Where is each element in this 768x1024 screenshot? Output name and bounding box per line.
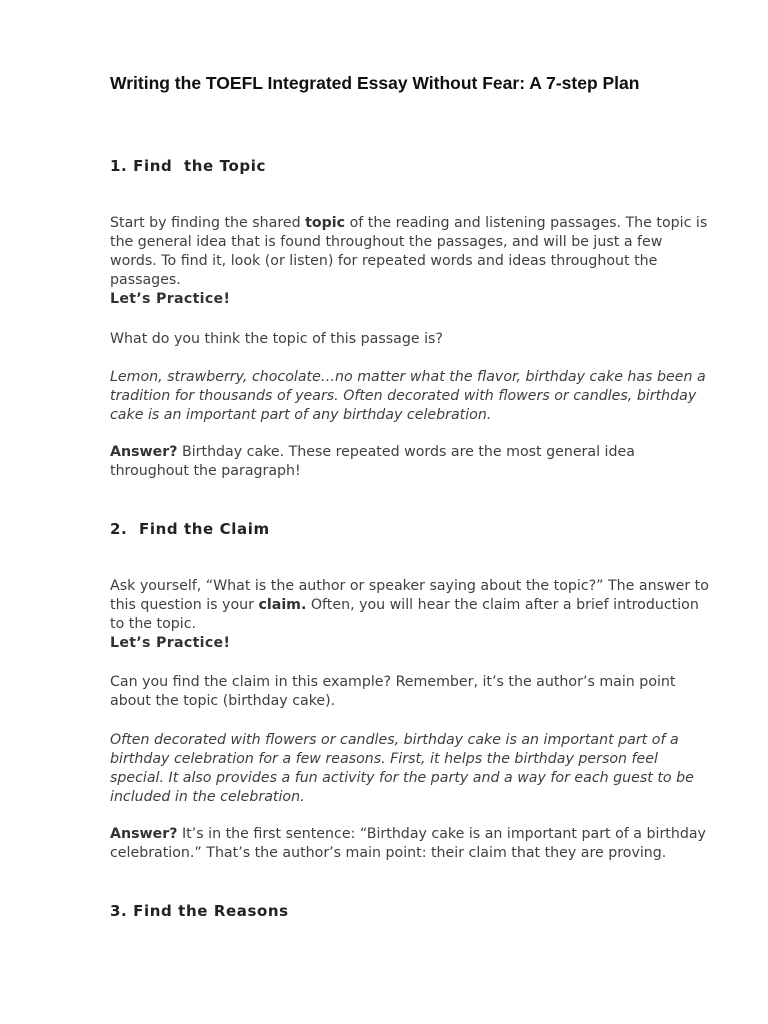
section-2-intro <box>110 577 710 653</box>
section-1-intro-before: Start by finding the shared <box>110 215 306 231</box>
section-2-answer-label: Answer? <box>110 826 178 842</box>
section-1-intro <box>110 214 710 309</box>
section-2-intro-after: Often, you will hear the claim after a brief introduction to the topic. <box>110 597 699 632</box>
section-1-practice-label: Let’s Practice! <box>110 291 231 307</box>
section-1-intro-after: of the reading and listening passages. The topic is the general idea that is found throughout the passages, and will be just a few words. To find it, look (or listen) for repeated words and ideas throughout the passages. <box>110 215 708 288</box>
section-2-heading: 2. Find the Claim <box>110 520 270 538</box>
section-2-question: Can you find the claim in this example? Remember, it’s the author’s main point about the topic (birthday cake). <box>110 674 676 709</box>
section-2-example: Often decorated with flowers or candles, birthday cake is an important part of a birthday celebration for a few reasons. First, it helps the birthday person feel special. It also provides a fun activity for the party and a way for each guest to be included in the celebration. <box>110 732 694 805</box>
document-title: Writing the TOEFL Integrated Essay Without Fear: A 7-step Plan <box>110 73 640 93</box>
section-3-heading: 3. Find the Reasons <box>110 902 289 920</box>
section-1-answer-text: Birthday cake. These repeated words are the most general idea throughout the paragraph! <box>110 444 635 479</box>
section-2-answer <box>110 825 710 863</box>
section-1-answer <box>110 443 710 481</box>
section-1-question: What do you think the topic of this passage is? <box>110 331 443 347</box>
section-1-answer-label: Answer? <box>110 444 178 460</box>
section-1-keyword: topic <box>305 215 346 231</box>
section-2-answer-text: It’s in the first sentence: “Birthday cake is an important part of a birthday celebration.” That’s the author’s main point: their claim that they are proving. <box>110 826 706 861</box>
section-2-intro-before: Ask yourself, “What is the author or speaker saying about the topic?” The answer to this question is your <box>110 578 709 613</box>
section-1-heading: 1. Find the Topic <box>110 157 266 175</box>
section-2-keyword: claim. <box>258 597 307 613</box>
section-2-practice-label: Let’s Practice! <box>110 635 231 651</box>
section-1-example: Lemon, strawberry, chocolate…no matter what the flavor, birthday cake has been a tradition for thousands of years. Often decorated with flowers or candles, birthday cake is an important part of any birthday celebration. <box>110 369 706 423</box>
